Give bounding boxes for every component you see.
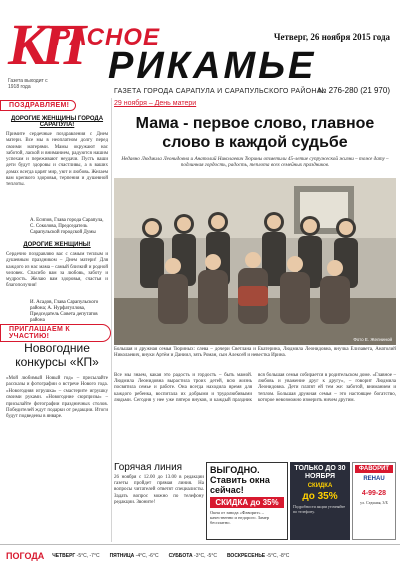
- photo-caption: Большая и дружная семья Тюриных: слева – дочери Светлана и Екатерина, Людмила Леонидовна, внучка Елизавета, Анатолий Николаевич, внуки Артём и Даниил, зять Роман, сын Алексей и невестка Ирина.: [114, 347, 396, 358]
- sale-ad-fineprint: Подробности акции уточняйте по телефону.: [293, 504, 346, 514]
- weather-day: ПЯТНИЦА -4°С, -6°С: [109, 552, 159, 559]
- kp-logo: КП: [8, 12, 81, 77]
- sale-ad-discount: до 35%: [302, 491, 338, 502]
- favorit-ad[interactable]: [352, 462, 396, 540]
- weather-footer: [0, 544, 400, 566]
- windows-ad-text: Окна от завода «Фаворит» – качественно и недорого. Замер бесплатно.: [210, 510, 270, 526]
- founded-note: Газета выходит с 1918 года: [8, 78, 48, 90]
- contest-title: Новогодние конкурсы «КП»: [15, 341, 99, 369]
- sale-ad-title: ТОЛЬКО ДО 30 НОЯБРЯ: [294, 465, 346, 480]
- brand-top: РАСНОЕ: [54, 24, 160, 51]
- photo-credit: Фото Е. Желниной: [353, 337, 392, 342]
- weather-label: ПОГОДА: [6, 550, 45, 561]
- masthead-subtitle: ГАЗЕТА ГОРОДА САРАПУЛА И САРАПУЛЬСКОГО РАЙОНА: [114, 88, 322, 95]
- sale-ad[interactable]: [290, 462, 350, 540]
- brand-main: РИКАМЬЕ: [108, 45, 317, 87]
- left-column: [0, 98, 112, 542]
- windows-ad[interactable]: [206, 462, 288, 540]
- favorit-phone: 4-99-28: [361, 490, 387, 497]
- sale-ad-label: СКИДКА: [307, 483, 333, 489]
- windows-ad-discount: СКИДКА до 35%: [210, 497, 284, 508]
- section-head-women-district: ДОРОГИЕ ЖЕНЩИНЫ!: [23, 242, 91, 248]
- greetings-pill: ПОЗДРАВЛЯЕМ!: [0, 100, 76, 111]
- weather-day: ВОСКРЕСЕНЬЕ -5°С, -8°С: [226, 552, 290, 559]
- favorit-address: ул. Седьмая, 3/Б: [360, 500, 388, 505]
- favorit-logo: ФАВОРИТ: [355, 465, 393, 473]
- section-head-women-city: ДОРОГИЕ ЖЕНЩИНЫ ГОРОДА САРАПУЛА!: [10, 116, 104, 128]
- greeting-text-district: Сердечно поздравляю вас с самым теплым и душевным праздником – Днем матери! Для каждого из нас мама – самый близкий и родной человек. Спасибо вам за любовь, заботу и мудрость. Желаю вам здоровья, счастья и благополучия!: [6, 252, 108, 289]
- join-pill: ПРИГЛАШАЕМ К УЧАСТИЮ!: [0, 324, 111, 342]
- greeting-signature-district: И. Асадов, Глава Сарапульского района; А. Нурфатуллова, Председатель Совета депутатов района: [30, 300, 99, 323]
- issue-date: Четверг, 26 ноября 2015 года: [273, 32, 390, 42]
- family-photo: [114, 178, 396, 345]
- article-body: Все мы знаем, какая это радость и гордость – быть мамой. Людмила Леонидовна вырастила троих детей, всю жизнь посвятила семье и работе. Она всегда находила время для каждого ребенка, воспитала их добрыми и трудолюбивыми людьми. Сегодня у нее уже пятеро внуков, и каждый праздник вся большая семья собирается в родительском доме. «Главное – любовь и уважение друг к другу», – говорит Людмила Леонидовна. Дети платят ей тем же: заботой, вниманием и теплом. Большая дружная семья – это настоящее богатство, которое невозможно измерить ничем другим.: [114, 373, 396, 403]
- hotline-title: Горячая линия: [114, 462, 183, 473]
- article-lead: Недавно Людмила Леонидовна и Анатолий Николаевич Тюрины отметили 45-летие супружеской жизни – тоже дату – подлинная гордость, радость, теплота всех семейных праздников.: [121, 156, 389, 169]
- article-headline: Мама - первое слово, главное слово в каждой судьбе: [135, 115, 375, 151]
- family-photo-illustration: [114, 178, 396, 345]
- issue-number: № 276-280 (21 970): [317, 86, 390, 95]
- hotline-text: 26 ноября с 12.00 до 13.00 в редакции газеты пройдет прямая линия. На вопросы читателей ответят специалисты. Задать вопрос можно по телефону редакции. Звоните!: [114, 475, 204, 505]
- rehau-logo: REHAU: [363, 476, 385, 482]
- windows-ad-headline: ВЫГОДНО. Ставить окна сейчас!: [210, 465, 270, 495]
- greeting-signature-city: А. Есипов, Глава города Сарапула, С. Соколова, Председатель Сарапульской городской Думы: [30, 218, 104, 235]
- contest-list: «Мой любимый Новый год» – присылайте рассказы и фотографии о встрече Нового года. «Новогодняя игрушка» – смастерите игрушку своими руками. «Новогодние сюрпризы» – присылайте фотографии праздничных столов. Победителей ждут подарки от редакции. Итоги будут подведены в январе.: [6, 376, 108, 420]
- greeting-text-city: Примите сердечные поздравления с Днем матери. Все мы в неоплатном долгу перед своими матерями. Мамы окружают нас заботой, лаской и вниманием, радуются нашим успехам и переживают неудачи. Пусть ваши дети будут здоровы и счастливы, а в ваших домах всегда царят мир, уют и любовь. Желаем вам крепкого здоровья, терпения и душевной теплоты.: [6, 132, 108, 188]
- weather-day: СУББОТА -3°С, -5°С: [168, 552, 217, 559]
- weather-day: ЧЕТВЕРГ -5°С, -7°С: [52, 552, 100, 559]
- date-tag[interactable]: 29 ноября – День матери: [114, 100, 197, 107]
- hotline-block: [114, 462, 204, 506]
- masthead: [0, 0, 400, 98]
